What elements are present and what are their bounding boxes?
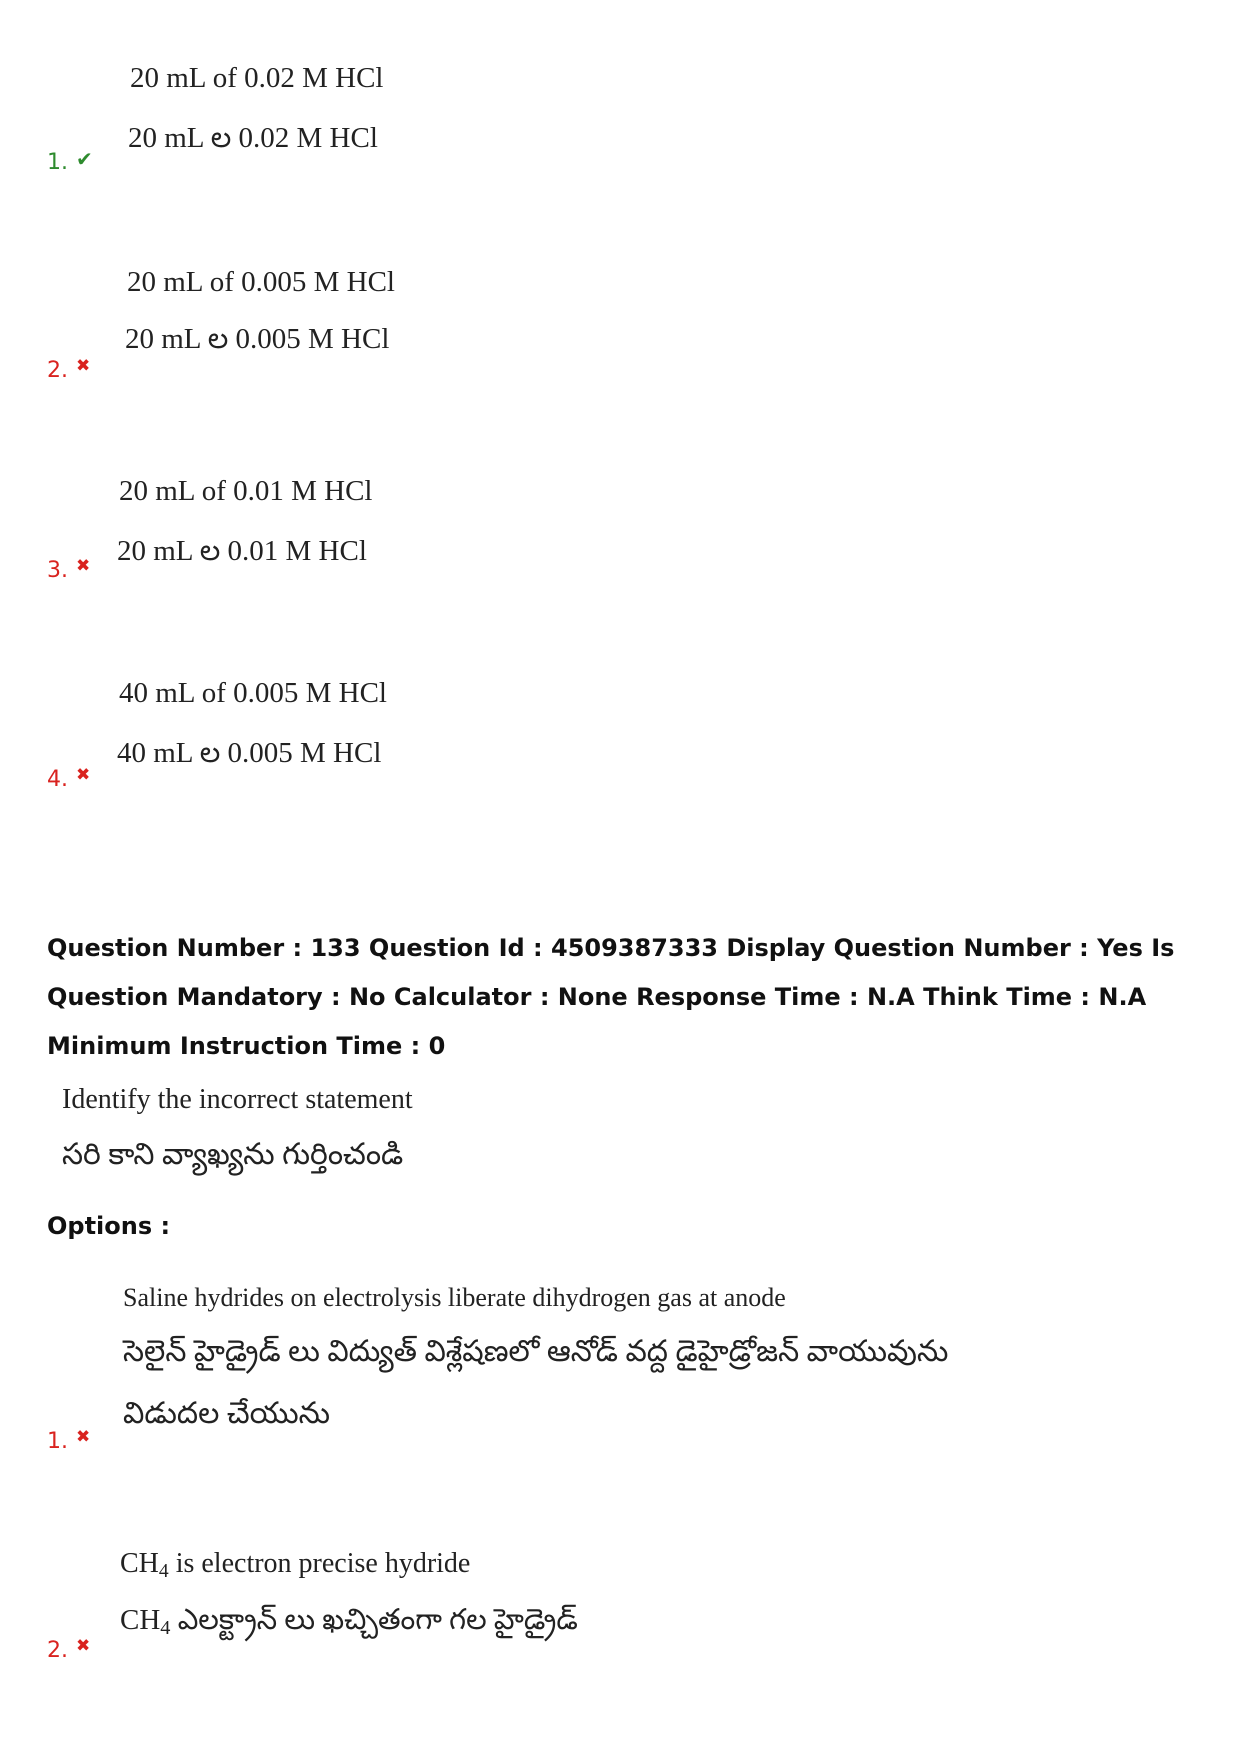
- check-icon: ✔: [76, 147, 93, 171]
- option-number: 2.: [47, 358, 68, 383]
- prev-option-2-te: 20 mL ల 0.005 M HCl: [125, 323, 390, 355]
- prev-option-2-marker: [47, 358, 90, 383]
- options-label: Options :: [47, 1212, 171, 1240]
- question-stem-en: Identify the incorrect statement: [62, 1084, 413, 1115]
- option-2-marker: [47, 1638, 90, 1663]
- cross-icon: ✖: [76, 356, 91, 376]
- formula-subscript: 4: [160, 1617, 171, 1640]
- question-stem-te: సరి కాని వ్యాఖ్యను గుర్తించండి: [62, 1138, 404, 1171]
- option-number: 1.: [47, 1429, 68, 1454]
- cross-icon: ✖: [76, 1427, 91, 1447]
- option-1-te-line2: విడుదల చేయును: [123, 1397, 331, 1430]
- option-1-en: Saline hydrides on electrolysis liberate dihydrogen gas at anode: [123, 1283, 786, 1312]
- option-2-te: [120, 1604, 578, 1644]
- prev-option-4-marker: [47, 767, 90, 792]
- option-number: 1.: [47, 150, 68, 175]
- prev-option-3-te: 20 mL ల 0.01 M HCl: [117, 535, 367, 567]
- cross-icon: ✖: [76, 556, 91, 576]
- option-2-en-rest: is electron precise hydride: [168, 1548, 471, 1579]
- prev-option-1-te: 20 mL ల 0.02 M HCl: [128, 122, 378, 154]
- prev-option-3-marker: [47, 558, 90, 583]
- prev-option-4-en: 40 mL of 0.005 M HCl: [119, 677, 387, 709]
- cross-icon: ✖: [76, 765, 91, 785]
- formula-ch: CH: [120, 1604, 161, 1636]
- option-number: 4.: [47, 767, 68, 792]
- formula-subscript: 4: [158, 1560, 169, 1582]
- cross-icon: ✖: [76, 1636, 91, 1656]
- option-number: 3.: [47, 558, 68, 583]
- option-1-te-line1: సెలైన్ హైడ్రైడ్ లు విద్యుత్ విశ్లేషణలో ఆనోడ్ వద్ద డైహైడ్రోజన్ వాయువును: [123, 1335, 949, 1368]
- prev-option-1-marker: [47, 147, 93, 175]
- prev-option-3-en: 20 mL of 0.01 M HCl: [119, 475, 373, 507]
- prev-option-4-te: 40 mL ల 0.005 M HCl: [117, 737, 382, 769]
- prev-option-2-en: 20 mL of 0.005 M HCl: [127, 266, 395, 298]
- option-1-marker: [47, 1429, 90, 1454]
- formula-ch: CH: [120, 1548, 159, 1579]
- option-2-te-rest: ఎలక్ట్రాన్ లు ఖచ్చితంగా గల హైడ్రైడ్: [170, 1604, 578, 1636]
- option-2-en: [120, 1548, 470, 1583]
- question-meta: Question Number : 133 Question Id : 4509387333 Display Question Number : Yes Is Question Mandatory : No Calculator : None Response Time : N.A Think Time : N.A Minimum Instruction Time : 0: [47, 934, 1175, 1060]
- option-number: 2.: [47, 1638, 68, 1663]
- prev-option-1-en: 20 mL of 0.02 M HCl: [130, 62, 384, 94]
